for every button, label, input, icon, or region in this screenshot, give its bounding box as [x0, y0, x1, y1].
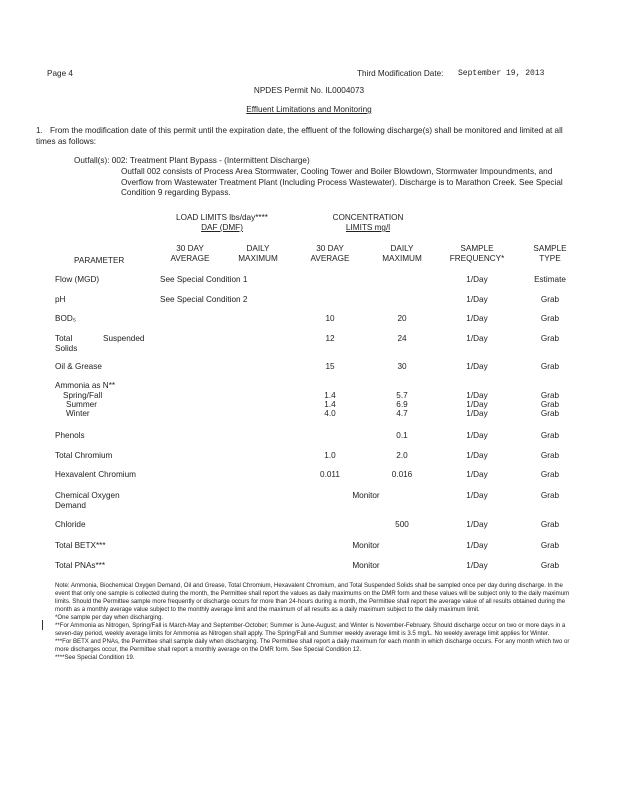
- row-ammonia-season-freq: 1/Day: [466, 391, 488, 400]
- row-hexchrome-parameter: Hexavalent Chromium: [55, 470, 136, 479]
- row-oil-conc-max: 30: [397, 362, 407, 371]
- row-chloride-parameter: Chloride: [55, 520, 86, 529]
- row-tss-type: Grab: [540, 334, 560, 343]
- row-phenols-conc-max: 0.1: [396, 431, 408, 440]
- row-chloride-type: Grab: [540, 520, 560, 529]
- row-ph-freq: 1/Day: [466, 295, 488, 304]
- row-ammonia-season-name: Winter: [66, 409, 90, 418]
- row-cod-parameter-1: Chemical Oxygen: [55, 491, 120, 500]
- row-ammonia-parameter: Ammonia as N**: [55, 381, 116, 390]
- row-oil-type: Grab: [540, 362, 560, 371]
- row-pnas-type: Grab: [540, 561, 560, 570]
- row-chromium-conc-avg: 1.0: [324, 451, 336, 460]
- page-number: Page 4: [47, 69, 73, 78]
- permit-number: NPDES Permit No. IL0004073: [253, 86, 365, 95]
- row-flow-freq: 1/Day: [466, 275, 488, 284]
- row-betx-parameter: Total BETX***: [55, 541, 106, 550]
- col-type-1: SAMPLE: [533, 244, 567, 253]
- concentration-header: CONCENTRATION: [332, 213, 404, 222]
- row-tss-parameter-2: Solids: [55, 344, 78, 353]
- col-conc-max-2: MAXIMUM: [382, 254, 422, 263]
- row-chromium-parameter: Total Chromium: [55, 451, 113, 460]
- row-bod-conc-avg: 10: [325, 314, 335, 323]
- row-ammonia-season-name: Summer: [66, 400, 97, 409]
- row-ammonia-season-name: Spring/Fall: [63, 391, 103, 400]
- row-phenols-freq: 1/Day: [466, 431, 488, 440]
- row-chloride-conc-max: 500: [395, 520, 409, 529]
- row-ammonia-season-freq: 1/Day: [466, 409, 488, 418]
- col-conc-avg-2: AVERAGE: [310, 254, 350, 263]
- row-phenols-parameter: Phenols: [55, 431, 85, 440]
- row-ammonia-season-type: Grab: [540, 391, 560, 400]
- col-load-avg-2: AVERAGE: [170, 254, 210, 263]
- col-parameter: PARAMETER: [74, 256, 125, 265]
- row-chromium-conc-max: 2.0: [396, 451, 408, 460]
- col-load-max-1: DAILY: [246, 244, 270, 253]
- row-pnas-freq: 1/Day: [466, 561, 488, 570]
- row-bod-parameter: BOD₅: [55, 314, 77, 323]
- row-hexchrome-type: Grab: [540, 470, 560, 479]
- note-main: Note: Ammonia, Biochemical Oxygen Demand, Oil and Grease, Total Chromium, Hexavalent Chromium, and Total Suspended Solids shall be sampled once per day during discharge. In the event that only one sample is collected during the month, the Permittee shall report the values as daily maximums on the DMR form and these values will be subject only to the daily maximum limits. Should the Permittee sample more frequently or discharge occurs for more than 24-hours during a month, the Permittee shall report the average value of all results obtained during the month as a monthly average value subject to the monthly average limit and the maximum of all results as a daily maximum subject to the daily maximum limit.: [55, 582, 570, 613]
- row-ammonia-season-conc-max: 5.7: [396, 391, 408, 400]
- outfall-title: Outfall(s): 002: Treatment Plant Bypass - (Intermittent Discharge): [74, 156, 310, 165]
- row-ph-type: Grab: [540, 295, 560, 304]
- row-ammonia-season-conc-avg: 1.4: [324, 400, 336, 409]
- note-four-star: ****See Special Condition 19.: [55, 654, 135, 661]
- row-ammonia-season-conc-max: 6.9: [396, 400, 408, 409]
- section-title: Effluent Limitations and Monitoring: [246, 105, 372, 114]
- row-tss-parameter-1b: Suspended: [103, 334, 145, 343]
- row-cod-parameter-2: Demand: [55, 501, 86, 510]
- row-cod-monitor: Monitor: [352, 491, 380, 500]
- row-oil-freq: 1/Day: [466, 362, 488, 371]
- row-betx-freq: 1/Day: [466, 541, 488, 550]
- row-flow-type: Estimate: [534, 275, 566, 284]
- intro-text: From the modification date of this permit until the expiration date, the effluent of the following discharge(s) shall be monitored and limited at all times as follows:: [36, 126, 563, 146]
- note-two-star: **For Ammonia as Nitrogen, Spring/Fall is March-May and September-October; Summer is June-August; and Winter is November-February. Should discharge occur on two or more days in a seven-day period, weekly average limits for Ammonia as Nitrogen shall apply. The Spring/Fall and Summer weekly average limit is 3.5 mg/L. No weekly average limit applies for Winter.: [55, 622, 566, 637]
- note-three-star: ***For BETX and PNAs, the Permittee shall sample daily when discharging. The Permittee shall report a daily maximum for each month in which discharge occurs. For any month which two or more discharges occur, the Permittee shall report a monthly average on the DMR form. See Special Condition 12.: [55, 638, 570, 653]
- row-betx-type: Grab: [540, 541, 560, 550]
- row-oil-parameter: Oil & Grease: [55, 362, 102, 371]
- intro-number: 1.: [36, 126, 43, 135]
- concentration-subheader: LIMITS mg/l: [345, 223, 391, 232]
- row-tss-conc-avg: 12: [325, 334, 335, 343]
- col-freq-1: SAMPLE: [460, 244, 494, 253]
- row-bod-type: Grab: [540, 314, 560, 323]
- row-betx-monitor: Monitor: [352, 541, 380, 550]
- row-tss-conc-max: 24: [397, 334, 407, 343]
- row-tss-freq: 1/Day: [466, 334, 488, 343]
- row-ammonia-season-conc-max: 4.7: [396, 409, 408, 418]
- outfall-description: Outfall 002 consists of Process Area Stormwater, Cooling Tower and Boiler Blowdown, Stormwater Impoundments, and Overflow from Wastewater Treatment Plant (Including Process Wastewater). Discharge is to Marathon Creek. See Special Condition 9 regarding Bypass.: [121, 167, 563, 197]
- load-limits-subheader: DAF (DMF): [201, 223, 243, 232]
- row-ammonia-season-conc-avg: 4.0: [324, 409, 336, 418]
- row-chloride-freq: 1/Day: [466, 520, 488, 529]
- notes-block: [55, 582, 577, 662]
- modification-date: September 19, 2013: [458, 69, 545, 78]
- row-pnas-parameter: Total PNAs***: [55, 561, 106, 570]
- row-oil-conc-avg: 15: [325, 362, 335, 371]
- row-hexchrome-freq: 1/Day: [466, 470, 488, 479]
- row-chromium-type: Grab: [540, 451, 560, 460]
- modification-label: Third Modification Date:: [357, 69, 444, 78]
- row-hexchrome-conc-max: 0.016: [391, 470, 413, 479]
- row-tss-parameter-1: Total: [55, 334, 73, 343]
- col-load-max-2: MAXIMUM: [238, 254, 278, 263]
- row-chromium-freq: 1/Day: [466, 451, 488, 460]
- row-ph-parameter: pH: [55, 295, 66, 304]
- row-flow-parameter: Flow (MGD): [55, 275, 100, 284]
- col-conc-avg-1: 30 DAY: [316, 244, 344, 253]
- row-hexchrome-conc-avg: 0.011: [320, 470, 340, 479]
- row-ammonia-season-freq: 1/Day: [466, 400, 488, 409]
- load-limits-header: LOAD LIMITS lbs/day****: [176, 213, 268, 222]
- row-ph-note: See Special Condition 2: [160, 295, 248, 304]
- revision-bar: [42, 620, 43, 630]
- row-cod-freq: 1/Day: [466, 491, 488, 500]
- row-bod-freq: 1/Day: [466, 314, 488, 323]
- col-type-2: TYPE: [539, 254, 561, 263]
- row-cod-type: Grab: [540, 491, 560, 500]
- row-ammonia-season-type: Grab: [540, 400, 560, 409]
- row-phenols-type: Grab: [540, 431, 560, 440]
- row-pnas-monitor: Monitor: [352, 561, 380, 570]
- col-freq-2: FREQUENCY*: [449, 254, 505, 263]
- col-load-avg-1: 30 DAY: [176, 244, 204, 253]
- col-conc-max-1: DAILY: [390, 244, 414, 253]
- row-flow-note: See Special Condition 1: [160, 275, 248, 284]
- row-ammonia-season-conc-avg: 1.4: [324, 391, 336, 400]
- note-one-star: *One sample per day when discharging.: [55, 614, 164, 621]
- row-ammonia-season-type: Grab: [540, 409, 560, 418]
- row-bod-conc-max: 20: [397, 314, 407, 323]
